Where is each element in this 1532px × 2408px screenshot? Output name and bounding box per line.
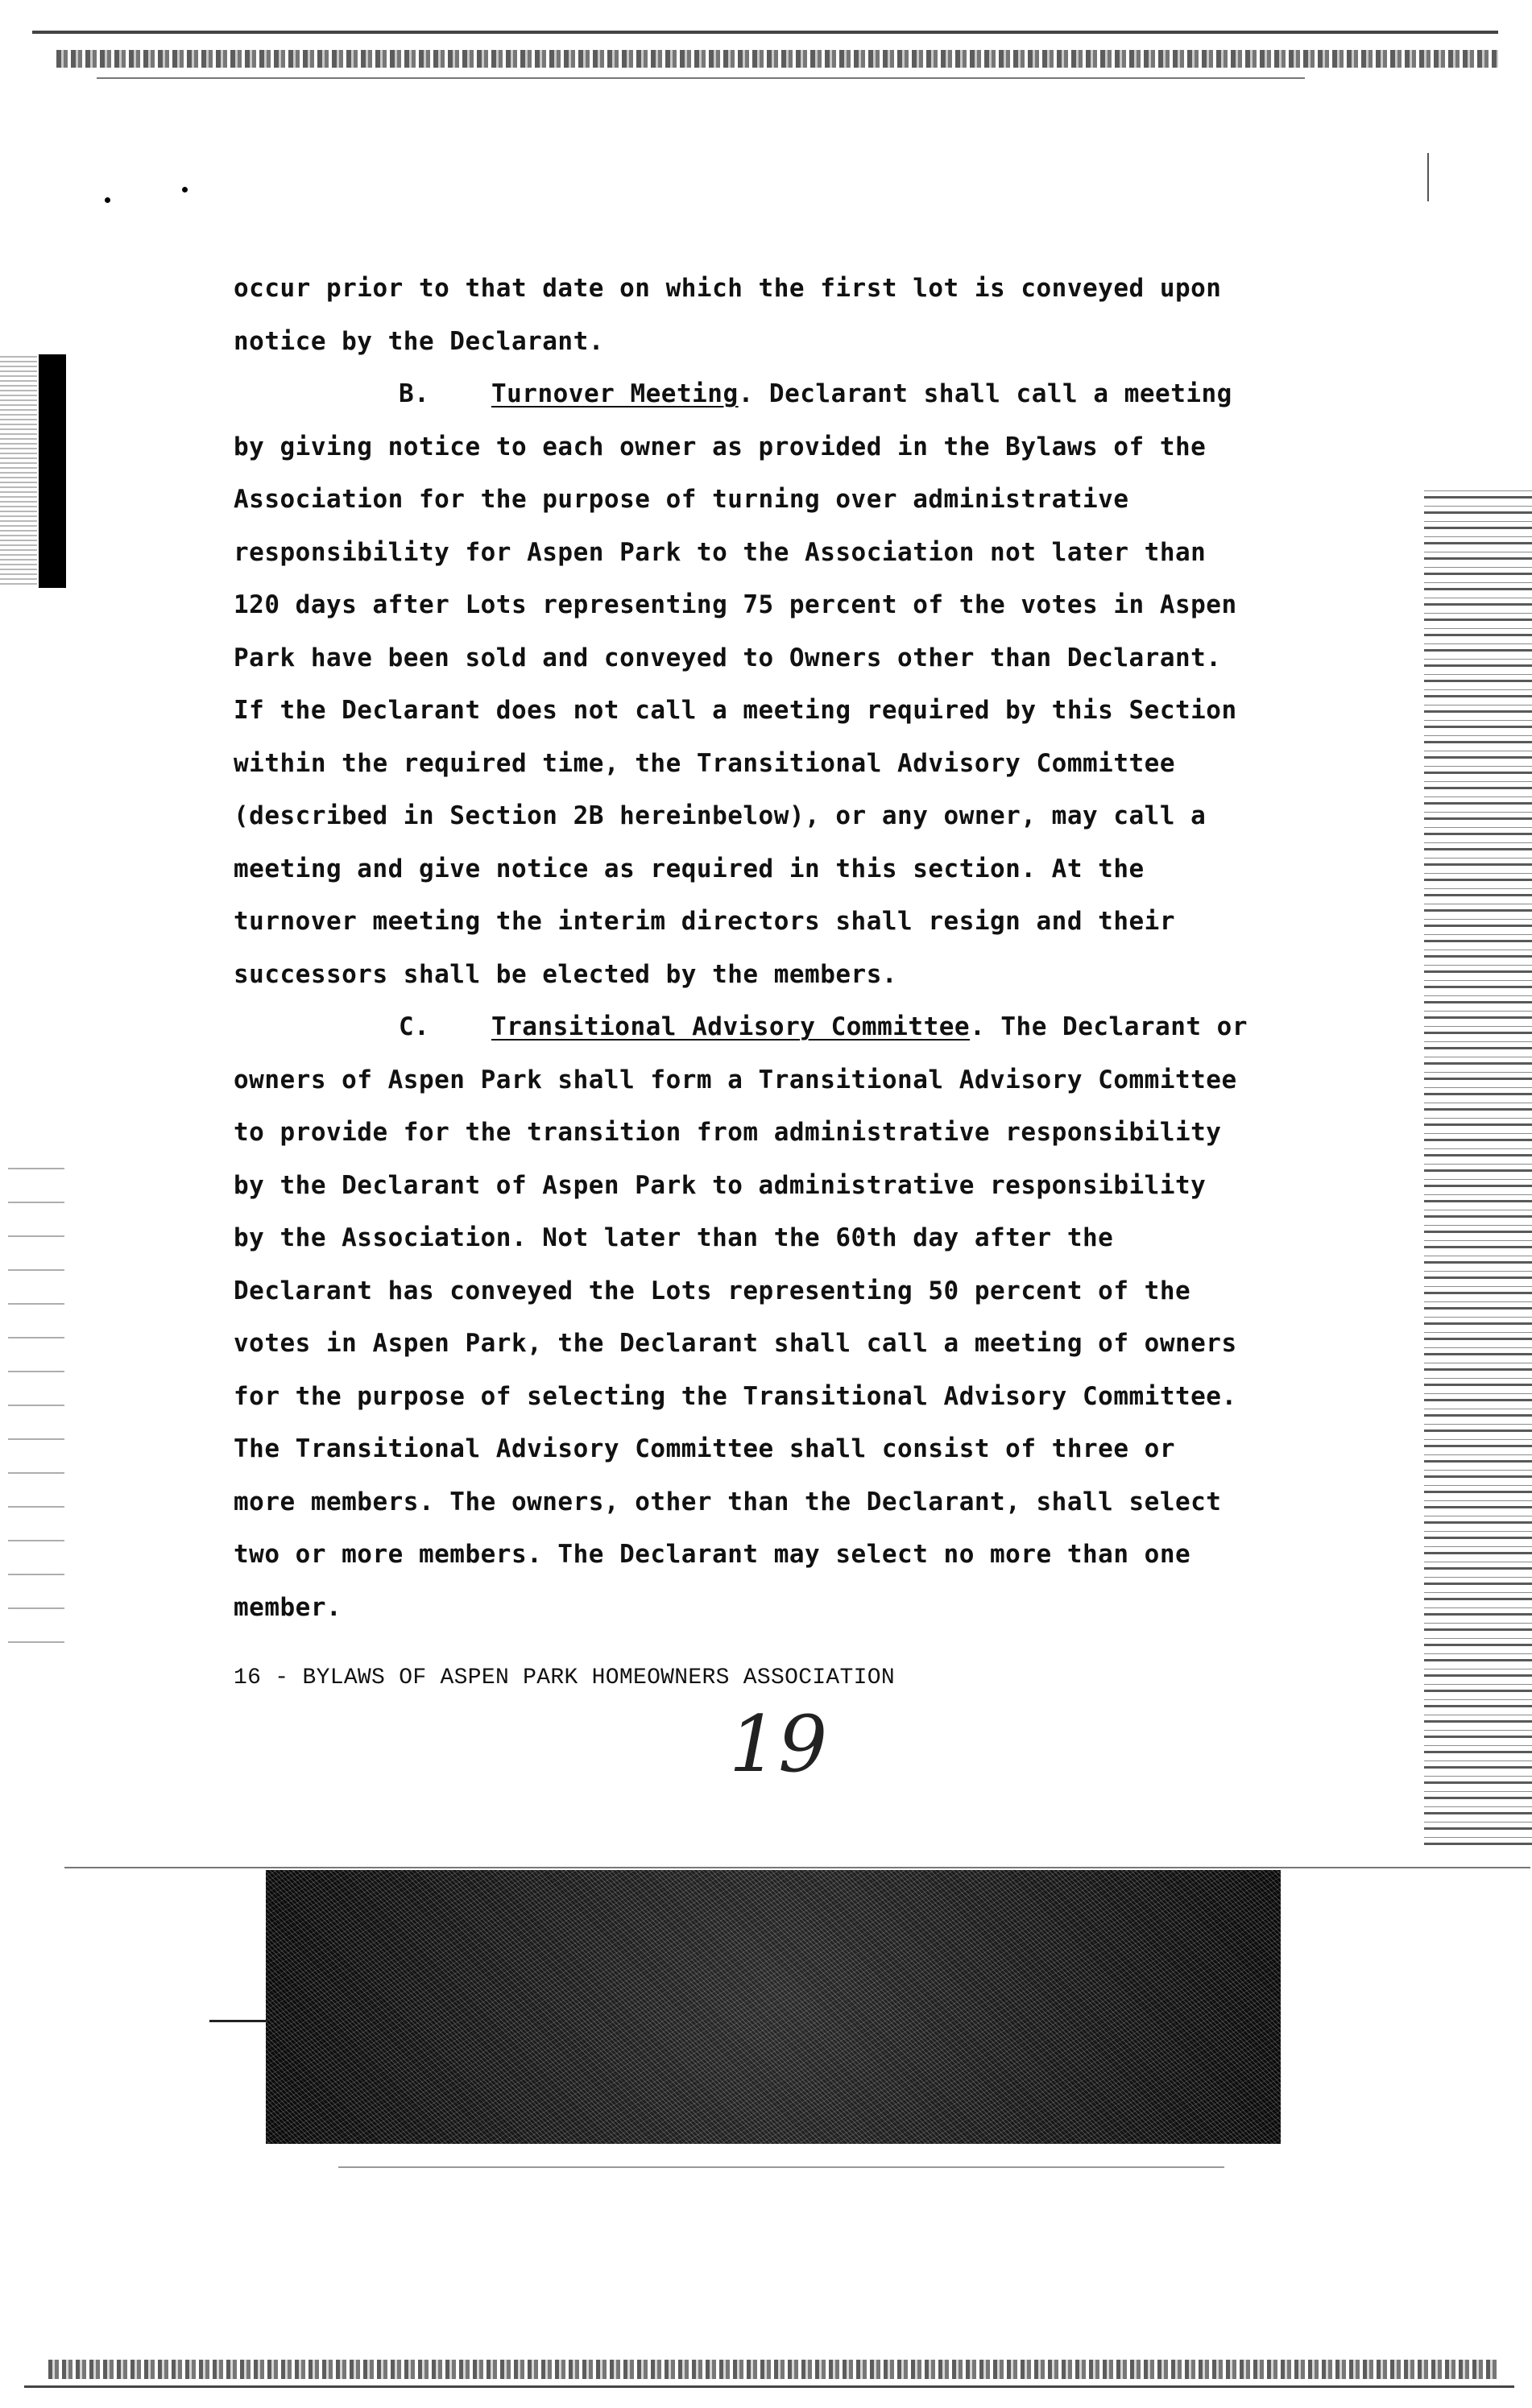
section-c-heading: Transitional Advisory Committee bbox=[491, 1012, 971, 1041]
text-line: by the Association. Not later than the 60th day after the bbox=[234, 1223, 1114, 1252]
section-b-first-line: . Declarant shall call a meeting bbox=[738, 379, 1232, 408]
text-line: (described in Section 2B hereinbelow), or any owner, may call a bbox=[234, 801, 1207, 830]
scan-noise-top-3 bbox=[97, 77, 1305, 79]
page-footer: 16 - BYLAWS OF ASPEN PARK HOMEOWNERS ASSOCIATION bbox=[234, 1665, 895, 1690]
text-line: by the Declarant of Aspen Park to administrative responsibility bbox=[234, 1170, 1207, 1200]
scan-noise-bottom bbox=[48, 2360, 1498, 2379]
section-c-header-line bbox=[234, 1001, 1281, 1054]
text-line: more members. The owners, other than the Declarant, shall select bbox=[234, 1487, 1222, 1516]
text-line: owners of Aspen Park shall form a Transitional Advisory Committee bbox=[234, 1065, 1237, 1094]
scan-noise-bottom-2 bbox=[24, 2385, 1514, 2388]
text-line: votes in Aspen Park, the Declarant shall call a meeting of owners bbox=[234, 1329, 1237, 1358]
scan-right-strip bbox=[1424, 483, 1532, 1852]
section-b-heading: Turnover Meeting bbox=[491, 379, 739, 408]
scan-left-strip bbox=[0, 354, 37, 588]
text-line: by giving notice to each owner as provided in the Bylaws of the bbox=[234, 432, 1207, 461]
section-b-letter: B. bbox=[399, 379, 430, 408]
section-c-letter: C. bbox=[399, 1012, 430, 1041]
text-line: 120 days after Lots representing 75 percent of the votes in Aspen bbox=[234, 590, 1237, 619]
scan-noise-top-2 bbox=[56, 50, 1498, 68]
text-line: Park have been sold and conveyed to Owners other than Declarant. bbox=[234, 643, 1222, 672]
text-line: to provide for the transition from administrative responsibility bbox=[234, 1118, 1222, 1147]
text-line: two or more members. The Declarant may select no more than one bbox=[234, 1540, 1191, 1569]
text-line: The Transitional Advisory Committee shall consist of three or bbox=[234, 1434, 1175, 1463]
scan-dot bbox=[105, 197, 110, 203]
scan-noise-top bbox=[32, 31, 1498, 34]
text-line: member. bbox=[234, 1592, 342, 1622]
bylaws-text-block bbox=[234, 263, 1281, 1634]
text-line: Association for the purpose of turning over administrative bbox=[234, 485, 1129, 514]
text-line: successors shall be elected by the members. bbox=[234, 959, 898, 989]
scan-right-mark bbox=[1427, 153, 1429, 201]
scan-line bbox=[64, 1867, 1530, 1868]
scan-dot bbox=[182, 187, 188, 192]
scan-line bbox=[209, 2020, 266, 2022]
scan-left-ticks bbox=[8, 1160, 64, 1675]
text-line: for the purpose of selecting the Transitional Advisory Committee. bbox=[234, 1381, 1237, 1411]
scan-left-bar bbox=[39, 354, 66, 588]
scan-line bbox=[338, 2166, 1224, 2168]
scan-dark-texture bbox=[266, 1870, 1281, 2144]
text-line: meeting and give notice as required in this section. At the bbox=[234, 854, 1145, 883]
handwritten-page-number: 19 bbox=[729, 1699, 828, 1789]
text-line: If the Declarant does not call a meeting required by this Section bbox=[234, 696, 1237, 725]
text-line: within the required time, the Transitional Advisory Committee bbox=[234, 748, 1175, 778]
section-c-first-line: . The Declarant or bbox=[970, 1012, 1248, 1041]
text-line: occur prior to that date on which the first lot is conveyed upon bbox=[234, 274, 1222, 303]
text-line: notice by the Declarant. bbox=[234, 326, 604, 356]
text-line: Declarant has conveyed the Lots representing 50 percent of the bbox=[234, 1276, 1191, 1305]
text-line: turnover meeting the interim directors shall resign and their bbox=[234, 907, 1175, 936]
section-b-header-line bbox=[234, 368, 1281, 421]
text-line: responsibility for Aspen Park to the Association not later than bbox=[234, 537, 1207, 567]
